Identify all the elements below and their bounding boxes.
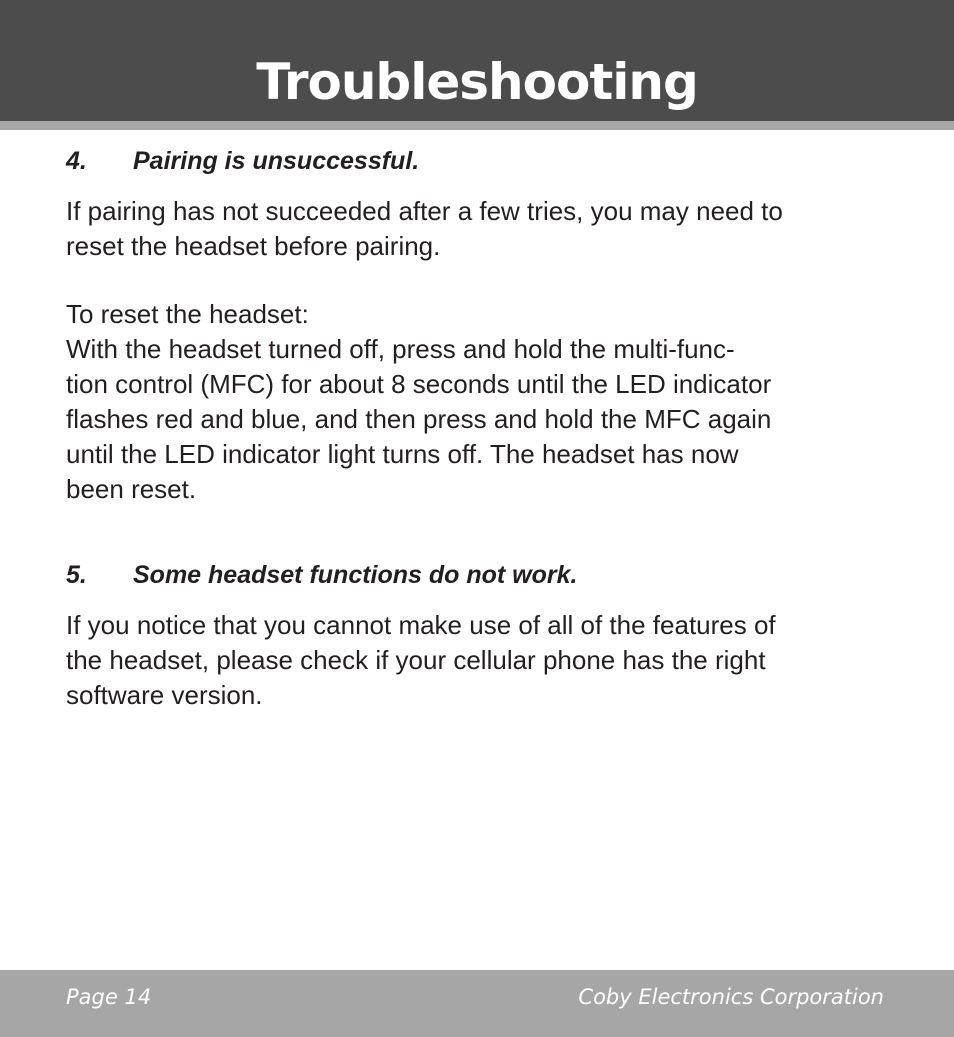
section-number: 4.	[66, 147, 87, 175]
company-name: Coby Electronics Corporation	[578, 985, 884, 1009]
text-line: tion control (MFC) for about 8 seconds until the LED indicator	[66, 369, 772, 399]
footer-bar	[0, 970, 954, 1037]
section-heading-4	[66, 146, 419, 176]
paragraph-software-version	[66, 608, 776, 713]
text-line: been reset.	[66, 474, 197, 504]
text-line: the headset, please check if your cellular phone has the right	[66, 645, 766, 675]
header-divider	[0, 121, 954, 130]
section-title: Pairing is unsuccessful.	[133, 147, 420, 175]
text-line: software version.	[66, 680, 263, 710]
text-line: If pairing has not succeeded after a few tries, you may need to	[66, 196, 783, 226]
text-line: flashes red and blue, and then press and hold the MFC again	[66, 404, 772, 434]
section-title: Some headset functions do not work.	[133, 561, 578, 589]
page-title: Troubleshooting	[256, 53, 698, 111]
text-line: until the LED indicator light turns off. The headset has now	[66, 439, 739, 469]
page-number: Page 14	[66, 985, 152, 1009]
text-line: If you notice that you cannot make use of all of the features of	[66, 610, 776, 640]
text-line: To reset the headset:	[66, 299, 309, 329]
section-number: 5.	[66, 561, 87, 589]
paragraph-pairing-retry	[66, 194, 783, 264]
paragraph-reset-instructions	[66, 297, 771, 507]
text-line: With the headset turned off, press and hold the multi-func-	[66, 334, 735, 364]
section-heading-5	[66, 560, 577, 590]
text-line: reset the headset before pairing.	[66, 231, 441, 261]
